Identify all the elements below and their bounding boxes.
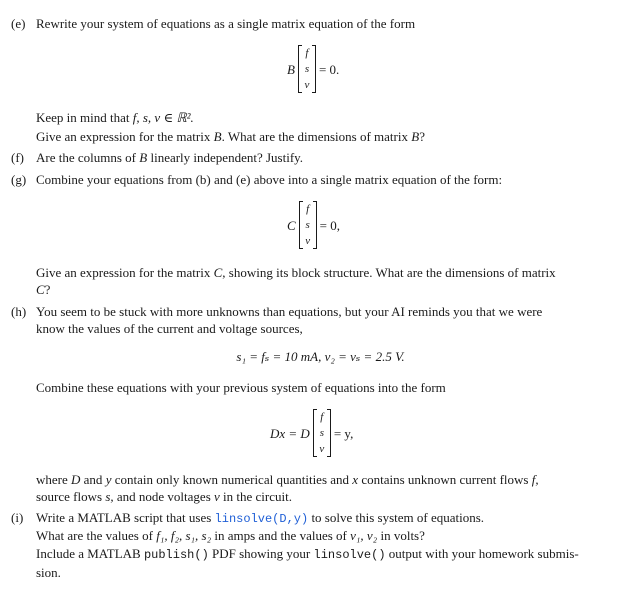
i-text: to solve this system of equations. <box>308 510 485 525</box>
h-text: know the values of the current and voltage sources, <box>36 321 303 336</box>
part-e-text: Rewrite your system of equations as a single matrix equation of the form <box>36 16 416 31</box>
i-text: PDF showing your <box>208 546 314 561</box>
part-g-label: (g) <box>11 172 27 187</box>
w-text: where <box>36 472 72 487</box>
vec-s: s <box>319 427 324 439</box>
i-math: v₁, v₂ <box>350 528 378 543</box>
source-values-equation: s₁ = fₛ = 10 mA, v₂ = vₛ = 2.5 V. <box>236 349 405 364</box>
w-text: and <box>80 472 106 487</box>
i-text: Write a MATLAB script that uses <box>36 510 215 525</box>
eq-rhs: = 0. <box>318 61 340 77</box>
g-text: ? <box>44 282 51 297</box>
part-f-text <box>36 149 611 166</box>
part-i-line3 <box>36 545 611 581</box>
w-var: s, <box>105 489 114 504</box>
q-text: ? <box>419 129 425 144</box>
part-h-combine: Combine these equations with your previous system of equations into the form <box>36 380 446 395</box>
i-text: output with your homework submis- <box>385 546 579 561</box>
q-var: B <box>213 129 222 144</box>
g-text: Give an expression for the matrix <box>36 265 214 280</box>
part-g-equation <box>287 201 340 249</box>
vec-s: s <box>305 219 310 231</box>
w-text: contains unknown current flows <box>358 472 532 487</box>
w-var: f, <box>531 472 539 487</box>
matrix-b: B <box>287 61 295 77</box>
vec-v: v <box>319 443 325 455</box>
f-text: linearly independent? Justify. <box>147 150 304 165</box>
w-var: x <box>352 472 359 487</box>
part-e-question <box>36 128 611 145</box>
h-text: You seem to be stuck with more unknowns than equations, but your AI reminds you that we were <box>36 304 543 319</box>
vec-f: f <box>306 203 310 215</box>
part-h-label: (h) <box>11 304 27 319</box>
vec-v: v <box>305 235 311 247</box>
part-h-equation <box>270 409 353 457</box>
dx-equals-d: Dx = D <box>270 425 310 441</box>
q-text: Give an expression for the matrix <box>36 129 214 144</box>
unknown-vector <box>298 45 316 93</box>
publish-code: publish() <box>143 548 209 562</box>
q-text: . What are the dimensions of matrix <box>221 129 412 144</box>
part-e-note <box>36 109 611 126</box>
part-g-question <box>36 264 611 298</box>
vec-f: f <box>320 411 324 423</box>
part-e-equation <box>287 45 339 93</box>
part-i-label: (i) <box>11 510 24 525</box>
q-var: B <box>411 129 420 144</box>
w-var: D <box>71 472 81 487</box>
g-var: C <box>36 282 45 297</box>
g-var: C <box>213 265 223 280</box>
note-text: Keep in mind that <box>36 110 133 125</box>
unknown-vector <box>313 409 331 457</box>
linsolve-output-code: linsolve() <box>313 548 386 562</box>
linsolve-code: linsolve(D,y) <box>214 512 309 526</box>
part-i-line1 <box>36 509 611 528</box>
matrix-c: C <box>287 217 296 233</box>
part-h-where <box>36 471 611 505</box>
i-text: What are the values of <box>36 528 157 543</box>
w-text: source flows <box>36 489 106 504</box>
eq-rhs: = y, <box>333 425 354 441</box>
vec-s: s <box>304 63 310 75</box>
w-var: v <box>214 489 220 504</box>
i-text: in amps and the values of <box>211 528 351 543</box>
i-text: in volts? <box>377 528 425 543</box>
eq-rhs: = 0, <box>319 217 341 233</box>
w-text: contain only known numerical quantities and <box>111 472 353 487</box>
i-text: Include a MATLAB <box>36 546 144 561</box>
i-text: sion. <box>36 565 61 580</box>
w-var: y <box>105 472 112 487</box>
i-math: f₁, f₂, s₁, s₂ <box>156 528 212 543</box>
w-text: in the circuit. <box>219 489 292 504</box>
vec-v: v <box>304 79 310 91</box>
note-math: f, s, v ∈ ℝ². <box>132 110 194 125</box>
part-i-line2 <box>36 527 611 544</box>
f-var: B <box>139 150 148 165</box>
g-text: , showing its block structure. What are the dimensions of matrix <box>222 265 556 280</box>
part-f-label: (f) <box>11 150 24 165</box>
f-text: Are the columns of <box>36 150 140 165</box>
part-g-text: Combine your equations from (b) and (e) above into a single matrix equation of the form: <box>36 172 503 187</box>
w-text: and node voltages <box>113 489 215 504</box>
part-e-label: (e) <box>11 16 26 31</box>
vec-f: f <box>305 47 309 59</box>
part-h-text <box>36 303 611 337</box>
unknown-vector <box>299 201 317 249</box>
